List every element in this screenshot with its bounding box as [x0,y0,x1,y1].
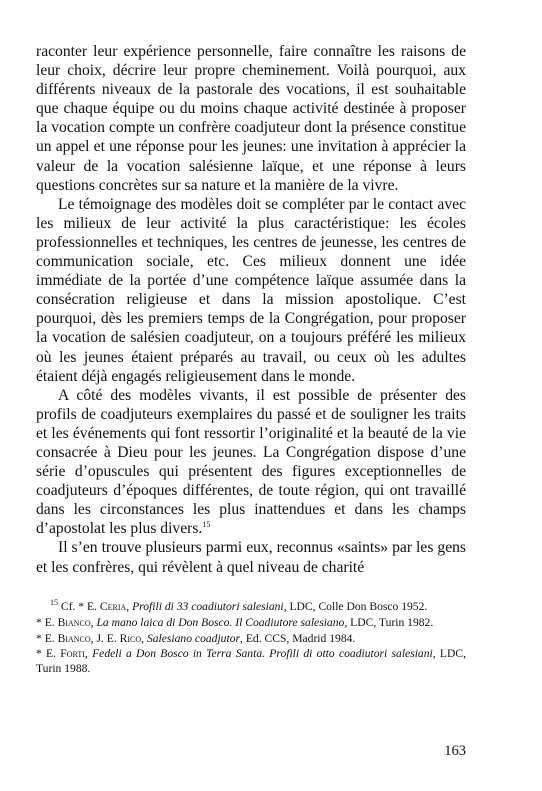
paragraph-3-text: A côté des modèles vivants, il est possible de présenter des profils de coadjuteurs exemplaires du passé et de souligner les traits et les événements qui font ressortir l’originalité et la beauté de la vie consacrée à Dieu pour les jeunes. La Congrégation dispose d’une série d’opuscules qui présentent des figures exceptionnelles de coadjuteurs d’époques différentes, de toute région, qui ont travaillé dans les circonstances les plus inattendues et dans les champs d’apostolat les plus divers. [36,386,466,538]
footnote-separator: , [126,600,133,613]
footnote-title: La mano laica di Don Bosco. Il Coadiutore salesiano [96,615,345,629]
footnote-prefix: * E. [36,631,58,645]
footnote-entry-4 [36,647,466,677]
footnote-title: Profili di 33 coadiutori salesiani [132,600,284,613]
paragraph-4-text: Il s’en trouve plusieurs parmi eux, reconnus «saints» par les gens et les confrères, qui révèlent à quel niveau de charité [36,539,466,576]
footnote-author: Bianco [57,615,91,629]
footnote-publication: , Ed. CCS, Madrid 1984. [240,631,356,645]
footnote-number: 15 [50,598,58,608]
footnote-separator: , [141,631,147,645]
page-number: 163 [444,743,466,759]
footnote-publication: , LDC, Turin 1988. [36,647,466,676]
paragraph-2-text: Le témoignage des modèles doit se compléter par le contact avec les milieux de leur activité la plus caractéristique: les écoles professionnelles et techniques, les centres de jeunesse, les centres de communication sociale, etc. Ces milieux donnent une idée immédiate de la portée d’une compétence laïque assumée dans la consécration religieuse et dans la mission apostolique. C’est pourquoi, dès les premiers temps de la Congrégation, pour proposer la vocation de salésien coadjuteur, on a toujours préféré les milieux où les jeunes étaient préparés au travail, ou ceux où les adultes étaient déjà engagés religieusement dans le monde. [36,195,466,385]
paragraph-1-text: raconter leur expérience personnelle, faire connaître les raisons de leur choix, décrire leur propre cheminement. Voilà pourquoi, aux différents niveaux de la pastorale des vocations, il est souhaitable que chaque équipe ou du moins chaque activité destinée à proposer la vocation compte un confrère coadjuteur dont la présence constitue un appel et une réponse pour les jeunes: une invitation à apprécier la valeur de la vocation salésienne laïque, et une réponse à leurs questions concrètes sur sa nature et la manière de la vivre. [36,43,466,194]
footnotes [36,600,466,678]
footnote-title: Salesiano coadjutor [146,631,241,645]
body-paragraph-3 [36,386,466,539]
footnote-prefix: Cf. * E. [60,600,100,613]
page-body [36,42,466,577]
body-paragraph-2 [36,195,466,386]
footnote-author: Forti [60,647,85,661]
footnote-entry-2 [36,616,466,631]
footnote-prefix: * E. [36,615,58,629]
footnote-author: Bianco, J. E. Rico [57,631,142,645]
footnote-publication: , LDC, Turin 1982. [344,615,434,629]
footnote-separator: , [90,615,97,629]
footnote-entry-3 [36,632,466,647]
footnote-reference[interactable]: 15 [202,520,211,530]
footnote-title: Fedeli a Don Bosco in Terra Santa. Profili di otto coadiutori salesiani [92,647,433,661]
footnote-author: Ceria [99,600,127,613]
body-paragraph-1 [36,42,466,195]
body-paragraph-4 [36,538,466,576]
footnote-separator: , [84,647,93,661]
footnote-publication: , LDC, Colle Don Bosco 1952. [283,600,428,613]
footnote-prefix: * E. [36,647,61,661]
footnote-15 [36,600,466,615]
